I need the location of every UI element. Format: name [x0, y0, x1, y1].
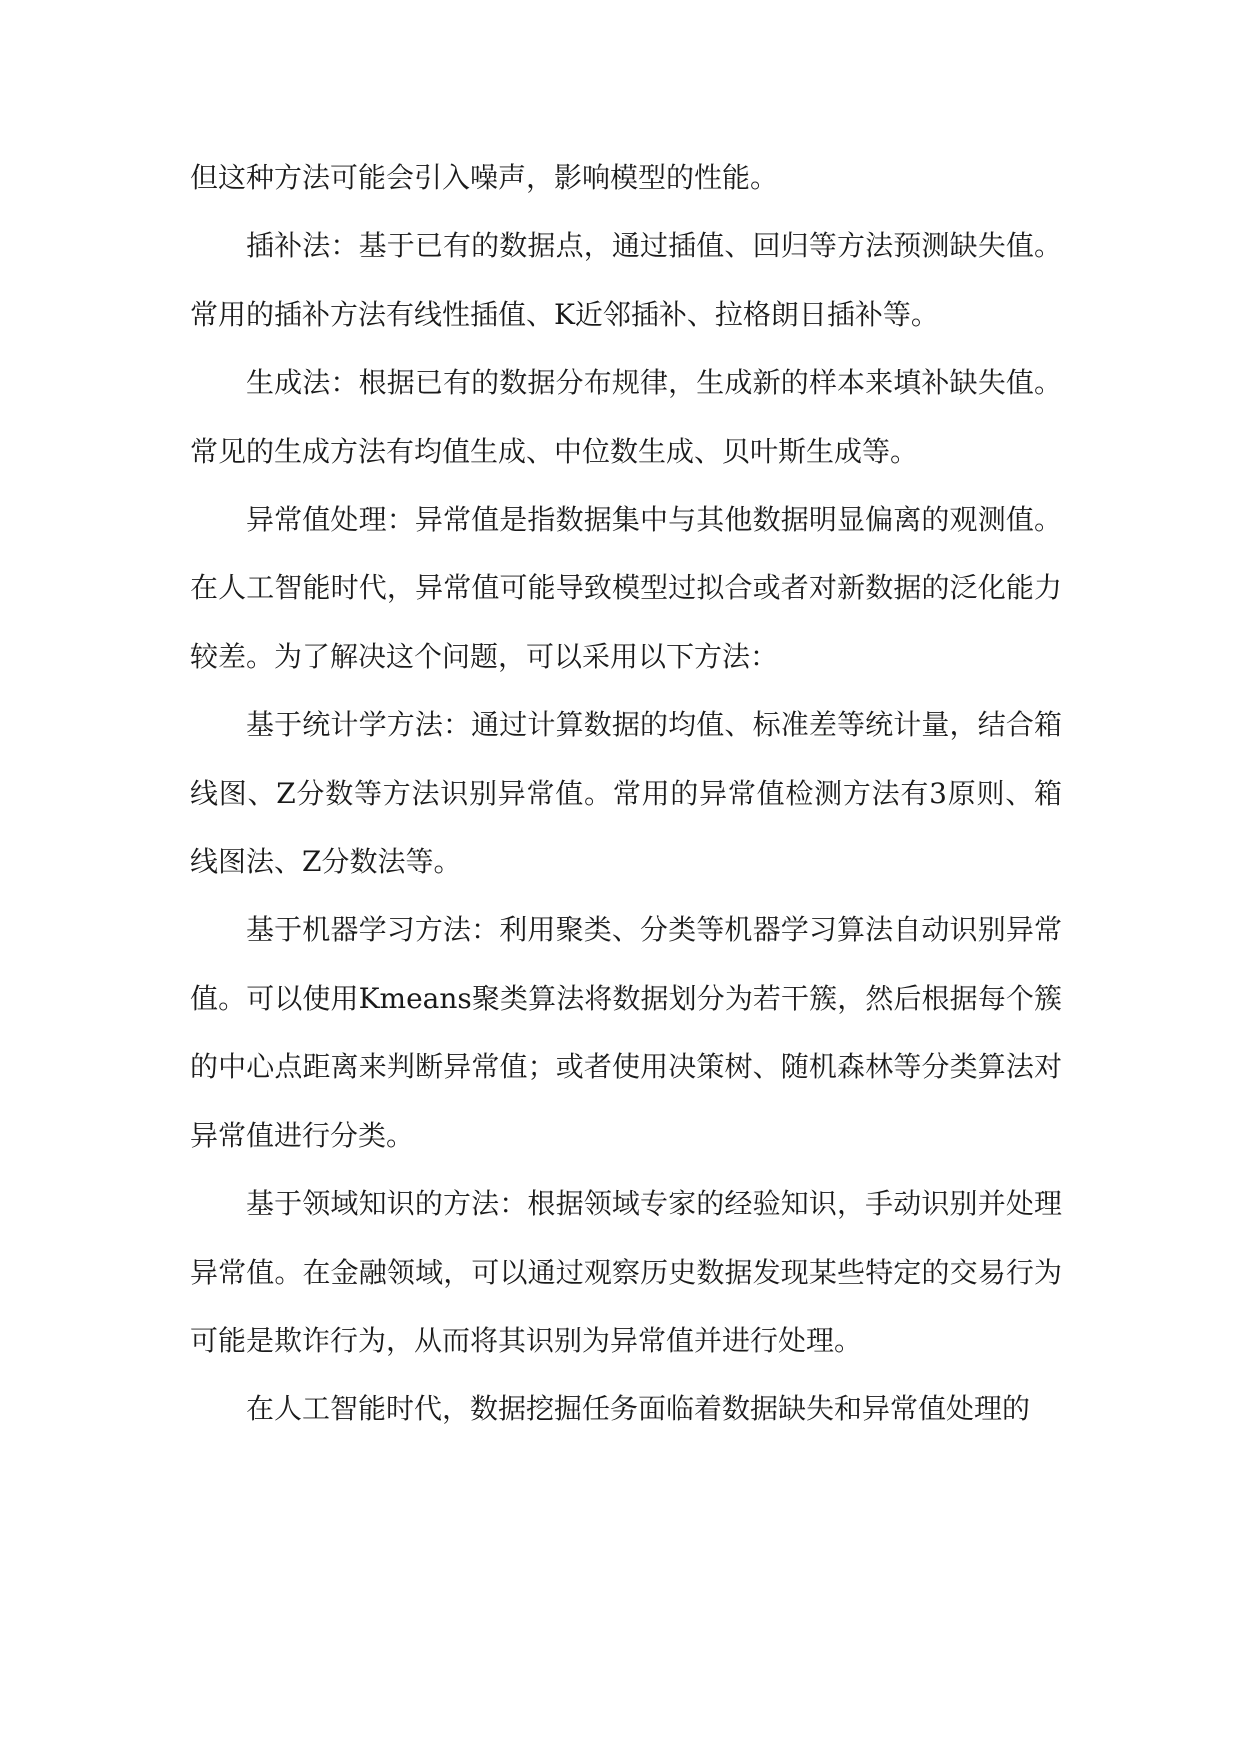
paragraph-interpolation-method: 插补法：基于已有的数据点，通过插值、回归等方法预测缺失值。常用的插补方法有线性插值、K近邻插补、拉格朗日插补等。: [190, 229, 1062, 331]
paragraph-continuation: 但这种方法可能会引入噪声，影响模型的性能。: [190, 161, 779, 194]
paragraph-statistical-method: 基于统计学方法：通过计算数据的均值、标准差等统计量，结合箱线图、Z分数等方法识别异常值。常用的异常值检测方法有3原则、箱线图法、Z分数法等。: [190, 708, 1062, 879]
paragraph-domain-knowledge-method: 基于领域知识的方法：根据领域专家的经验知识，手动识别并处理异常值。在金融领域，可以通过观察历史数据发现某些特定的交易行为可能是欺诈行为，从而将其识别为异常值并进行处理。: [190, 1187, 1062, 1357]
paragraph-generation-method: 生成法：根据已有的数据分布规律，生成新的样本来填补缺失值。常见的生成方法有均值生成、中位数生成、贝叶斯生成等。: [190, 366, 1062, 468]
paragraph-machine-learning-method: 基于机器学习方法：利用聚类、分类等机器学习算法自动识别异常值。可以使用Kmeans聚类算法将数据划分为若干簇，然后根据每个簇的中心点距离来判断异常值；或者使用决策树、随机森林等分类算法对异常值进行分类。: [190, 913, 1062, 1152]
paragraph-conclusion-start: 在人工智能时代，数据挖掘任务面临着数据缺失和异常值处理的: [246, 1392, 1031, 1426]
body-text: [190, 144, 1062, 1444]
paragraph-outlier-handling: 异常值处理：异常值是指数据集中与其他数据明显偏离的观测值。在人工智能时代，异常值可能导致模型过拟合或者对新数据的泛化能力较差。为了解决这个问题，可以采用以下方法：: [190, 503, 1062, 673]
